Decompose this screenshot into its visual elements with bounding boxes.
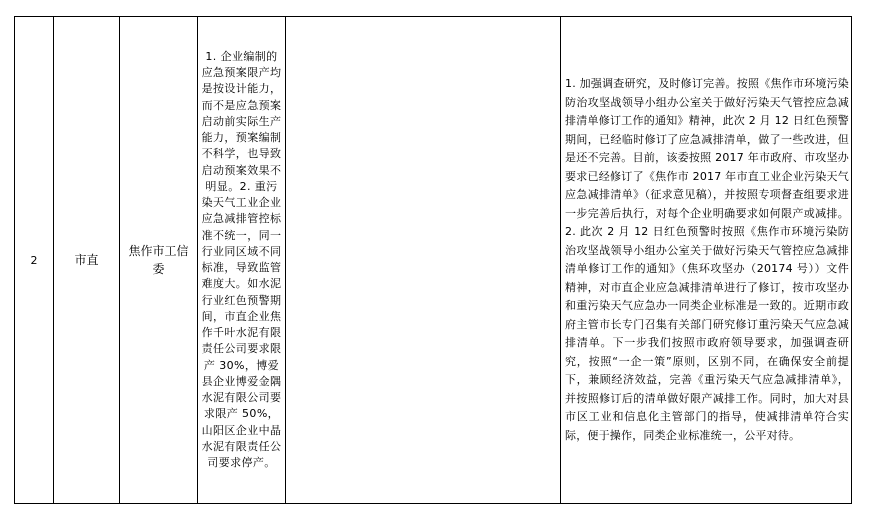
cell-department <box>120 17 198 504</box>
row-department: 焦作市工信委 <box>128 244 189 276</box>
cell-empty <box>286 17 561 504</box>
rectification-table <box>14 16 852 504</box>
cell-rectification <box>561 17 852 504</box>
row-rectification: 1. 加强调查研究，及时修订完善。按照《焦作市环境污染防治攻坚战领导小组办公室关于做好污染天气管控应急减排清单修订工作的通知》精神，此次 2 月 12 日红色预警期间，已经临时修订了应急减排清单，做了一些改进，但是还不完善。目前，该委按照 2017 年市政府、市攻坚办要求已经修订了《焦作市 2017 年市直工业企业污染天气应急减排清单》（征求意见稿），并按照专项督查组要求进一步完善后执行，对每个企业明确要求如何限产或减排。2. 此次 2 月 12 日红色预警时按照《焦作市环境污染防治攻坚战领导小组办公室关于做好污染天气管控应急减排清单修订工作的通知》（焦环攻坚办（20174 号））文件精神，对市直企业应急减排清单进行了修订，按市攻坚办和重污染天气应急办一同类企业标准是一致的。近期市政府主管市长专门召集有关部门研究修订重污染天气应急减排清单。下一步我们按照市政府领导要求，加强调查研究，按照“一企一策”原则，区别不同，在确保安全前提下，兼顾经济效益，完善《重污染天气应急减排清单》，并按照修订后的清单做好限产减排工作。同时，加大对县市区工业和信息化主管部门的指导，使减排清单符合实际，便于操作，同类企业标准统一，公平对待。 <box>565 77 849 442</box>
cell-index <box>15 17 54 504</box>
row-problem: 1. 企业编制的应急预案限产均是按设计能力，而不是应急预案启动前实际生产能力，预案编制不科学，也导致启动预案效果不明显。2. 重污染天气工业企业应急减排管控标准不统一，同一行业同区域不同标准，导致监管难度大。如水泥行业红色预警期间，市直企业焦作千叶水泥有限责任公司要求限产 30%，博爱县企业博爱金隅水泥有限公司要求限产 50%，山阳区企业中晶水泥有限责任公司要求停产。 <box>201 49 282 469</box>
row-level: 市直 <box>74 253 99 267</box>
cell-level <box>54 17 120 504</box>
cell-problem <box>198 17 286 504</box>
row-index: 2 <box>30 253 38 267</box>
